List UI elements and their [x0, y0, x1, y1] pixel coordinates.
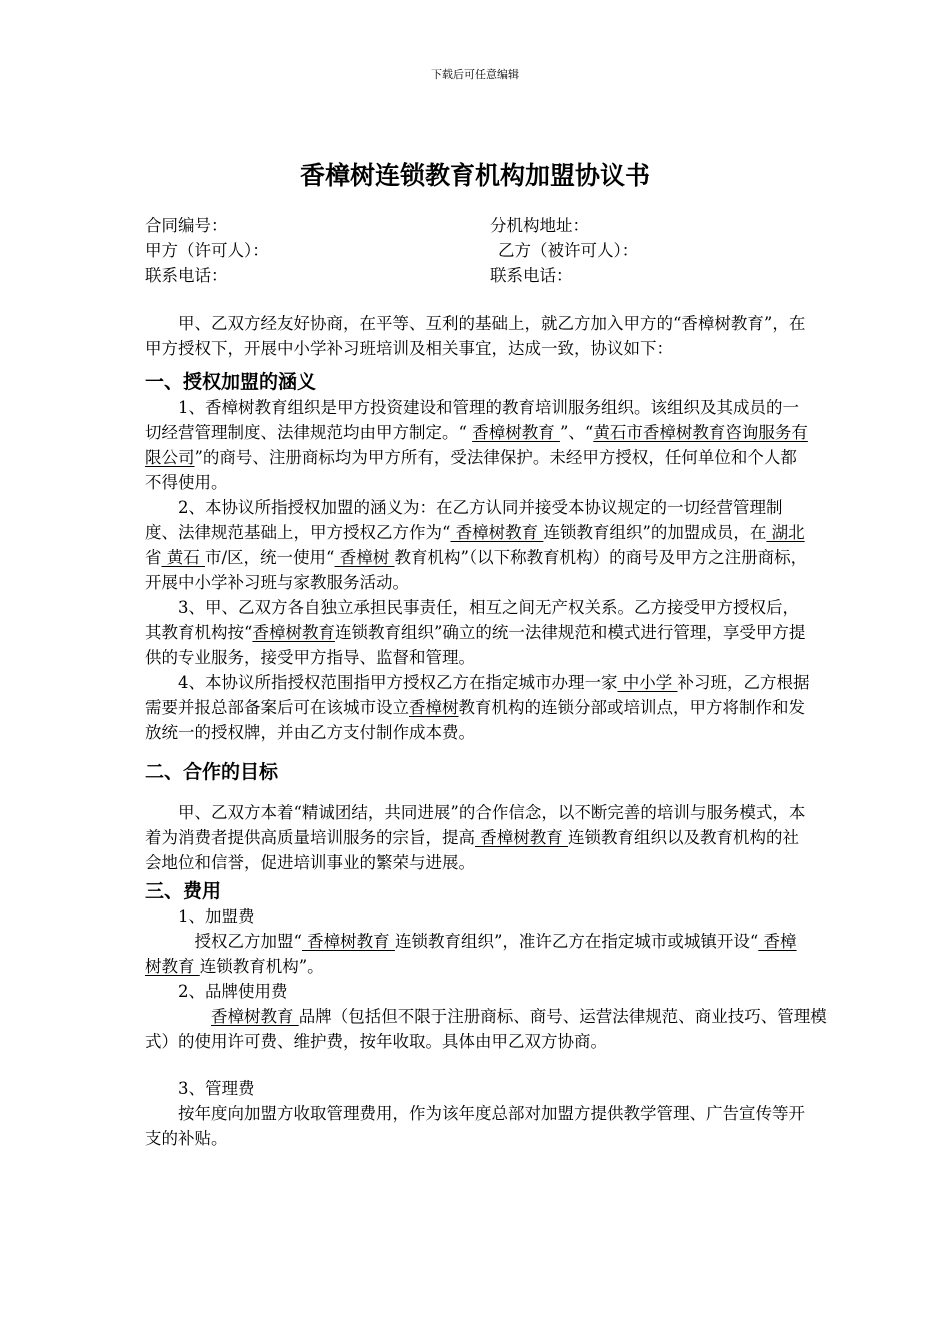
document-title: 香樟树连锁教育机构加盟协议书: [299, 161, 650, 190]
fee-paragraph-3: 按年度向加盟方收取管理费用，作为该年度总部对加盟方提供教学管理、广告宣传等开支的补贴。: [145, 1104, 805, 1148]
fee-heading-3: 3、管理费: [178, 1079, 255, 1098]
fee-heading-1: 1、加盟费: [178, 907, 255, 926]
phone-b-label: 联系电话：: [490, 266, 573, 285]
intro-paragraph: 甲、乙双方经友好协商，在平等、互利的基础上，就乙方加入甲方的“香樟树教育”，在甲方授权下，开展中小学补习班培训及相关事宜，达成一致，协议如下：: [145, 314, 806, 358]
document-body: [145, 213, 827, 1151]
fee-paragraph-2: 香樟树教育 品牌（包括但不限于注册商标、商号、运营法律规范、商业技巧、管理模式）的使用许可费、维护费，按年收取。具体由甲乙双方协商。: [145, 1007, 827, 1051]
section-1-paragraph-2: 2、本协议所指授权加盟的涵义为：在乙方认同并接受本协议规定的一切经营管理制度、法律规范基础上，甲方授权乙方作为“ 香樟树教育 连锁教育组织”的加盟成员，在 湖北 省 黄石 市/区，统一使用“ 香樟树 教育机构”（以下称教育机构）的商号及甲方之注册商标，开展中小学补习班与家教服务活动。: [145, 498, 808, 592]
province-underlined: 湖北: [766, 523, 805, 542]
fee-heading-2: 2、品牌使用费: [178, 982, 288, 1001]
brand-name-underlined: 香樟树教育: [252, 623, 335, 642]
party-a-label: 甲方（许可人）：: [145, 241, 269, 260]
brand-name-underlined: 香樟树教育: [145, 932, 797, 976]
section-1-title: 一、授权加盟的涵义: [145, 371, 317, 393]
brand-name-underlined: 香樟树教育: [475, 828, 568, 847]
branch-address-label: 分机构地址：: [490, 216, 589, 235]
brand-short-underlined: 香樟树: [334, 548, 395, 567]
section-1-paragraph-1: 1、香樟树教育组织是甲方投资建设和管理的教育培训服务组织。该组织及其成员的一切经营管理制度、法律规范均由甲方制定。“ 香樟树教育 ”、“黄石市香樟树教育咨询服务有限公司”的商号、注册商标均为甲方所有，受法律保护。未经甲方授权，任何单位和个人都不得使用。: [145, 398, 808, 492]
brand-name-underlined: 香樟树教育: [472, 423, 560, 442]
section-1-paragraph-4: 4、本协议所指授权范围指甲方授权乙方在指定城市办理一家 中小学 补习班，乙方根据需要并报总部备案后可在该城市设立香樟树教育机构的连锁分部或培训点，甲方将制作和发放统一的授权牌，并由乙方支付制作成本费。: [145, 673, 810, 742]
section-2-paragraph-1: 甲、乙双方本着“精诚团结，共同进展”的合作信念，以不断完善的培训与服务模式，本着为消费者提供高质量培训服务的宗旨，提高 香樟树教育 连锁教育组织以及教育机构的社会地位和信誉，促进培训事业的繁荣与进展。: [145, 803, 806, 872]
company-name-underlined: 黄石市香樟树教育咨询服务有限公司: [145, 423, 808, 467]
brand-short-underlined: 香樟树: [409, 698, 459, 717]
section-3-title: 三、费用: [145, 880, 222, 902]
brand-name-underlined: 香樟树教育: [450, 523, 544, 542]
phone-a-label: 联系电话：: [145, 266, 228, 285]
contract-meta: [145, 213, 813, 289]
school-level-underlined: 中小学: [617, 673, 678, 692]
section-1-paragraph-3: 3、甲、乙双方各自独立承担民事责任，相互之间无产权关系。乙方接受甲方授权后，其教育机构按“香樟树教育连锁教育组织”确立的统一法律规范和模式进行管理，享受甲方提供的专业服务，接受甲方指导、监督和管理。: [145, 598, 806, 667]
fee-paragraph-1: 授权乙方加盟“ 香樟树教育 连锁教育组织”，准许乙方在指定城市或城镇开设“ 香樟树教育 连锁教育机构”。: [145, 932, 797, 976]
city-underlined: 黄石: [161, 548, 205, 567]
page-header-note: 下载后可任意编辑: [431, 68, 519, 81]
section-2-title: 二、合作的目标: [145, 761, 279, 783]
brand-name-underlined: 香樟树教育: [211, 1007, 299, 1026]
brand-name-underlined: 香樟树教育: [301, 932, 395, 951]
contract-number-label: 合同编号：: [145, 216, 228, 235]
party-b-label: 乙方（被许可人）：: [498, 241, 639, 260]
